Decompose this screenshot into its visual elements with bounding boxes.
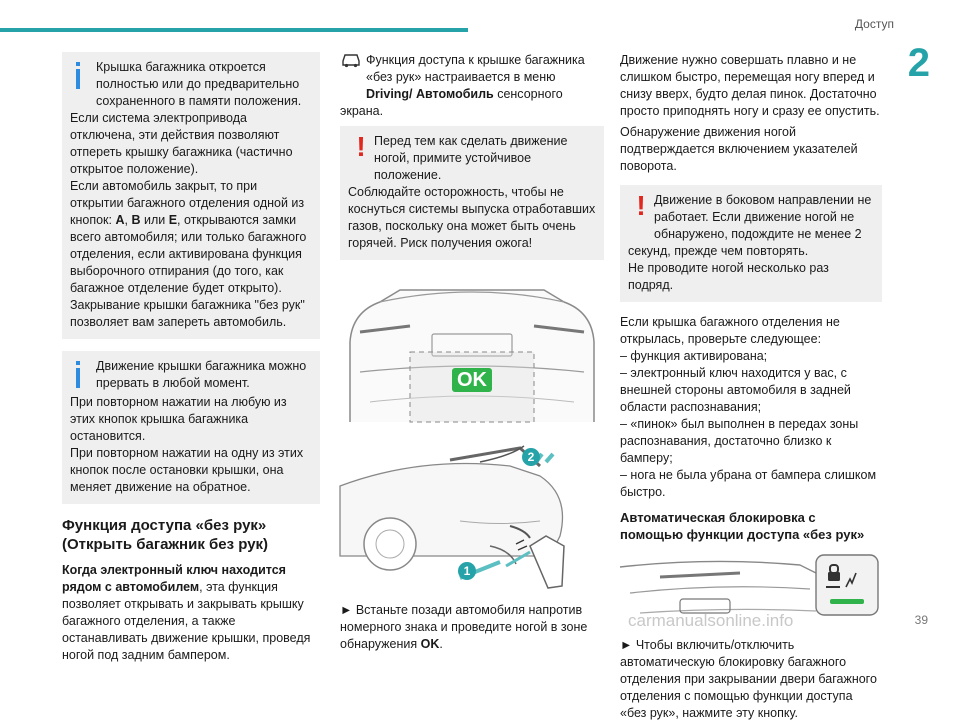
info2-first: Движение крышки багажника можно прервать в любой момент.: [96, 359, 307, 390]
info-box-2: [62, 351, 320, 504]
settings-note: Функция доступа к крышке багажника «без рук» настраивается в меню Driving/ Автомобиль сенсорного экрана.: [340, 53, 585, 118]
warning-icon: !: [356, 131, 366, 162]
callout-1: 1: [458, 562, 476, 580]
chapter-number: 2: [907, 41, 930, 85]
warning-icon: !: [636, 190, 646, 221]
detection-para: Обнаружение движения ногой подтверждается включением указателей поворота.: [620, 125, 858, 173]
info1-first: Крышка багажника откроется полностью или до предварительно сохраненного в памяти положения.: [96, 60, 302, 108]
check-list-item: – функция активирована;: [620, 349, 768, 363]
motion-para: Движение нужно совершать плавно и не слишком быстро, перемещая ногу вперед и снизу вверх, будто делая пинок. Достаточно просто приподнять ногу и сразу ее опустить.: [620, 53, 880, 118]
autolock-heading: Автоматическая блокировка с помощью функции доступа «без рук»: [620, 510, 865, 542]
autolock-instruction: ► Чтобы включить/отключить автоматическую блокировку багажного отделения при закрывании двери багажного отделения с помощью функции доступа «без рук», нажмите эту кнопку.: [620, 638, 877, 720]
watermark: carmanualsonline.info: [628, 611, 794, 630]
check-list-item: – «пинок» был выполнен в передах зоны распознавания, достаточно близко к бамперу;: [620, 417, 859, 465]
handsfree-intro: Когда электронный ключ находится рядом с автомобилем, эта функция позволяет открывать и закрывать крышку багажного отделения, а также останавливать движение крышки, проведя ногой под задним бампером.: [62, 563, 311, 662]
column-middle: [340, 52, 604, 653]
warn-rest: Соблюдайте осторожность, чтобы не коснуться системы выпуска отработавших газов, поскольку она может быть очень горячей. Риск получения ожога!: [348, 185, 596, 250]
handsfree-heading: Функция доступа «без рук» (Открыть багажник без рук): [62, 517, 269, 553]
callout-2: 2: [522, 448, 540, 466]
warn2-rest: Не проводите ногой несколько раз подряд.: [628, 261, 829, 292]
check-list: [620, 348, 882, 501]
ok-badge: OK: [452, 368, 492, 392]
warn2-first: Движение в боковом направлении не работает. Если движение ногой не обнаружено, подождите не менее 2 секунд, прежде чем повторять.: [628, 193, 872, 258]
car-icon: [340, 52, 366, 88]
warning-box: [340, 126, 604, 260]
page-number: 39: [914, 613, 928, 627]
warning-box-2: [620, 185, 882, 302]
check-list-item: – электронный ключ находится у вас, с внешней стороны автомобиля в задней области распознавания;: [620, 366, 851, 414]
warn-first: Перед тем как сделать движение ногой, примите устойчивое положение.: [374, 134, 568, 182]
column-left: [62, 52, 320, 664]
kick-gesture-illustration: [340, 426, 604, 596]
info-icon: [70, 358, 96, 394]
stand-behind-instruction: ► Встаньте позади автомобиля напротив номерного знака и проведите ногой в зоне обнаружения OK.: [340, 603, 588, 651]
info-icon: [70, 59, 96, 95]
info2-p2: При повторном нажатии на любую из этих кнопок крышка багажника остановится.: [70, 395, 287, 443]
header-accent-bar: [0, 28, 468, 32]
car-rear-ok-illustration: [340, 272, 604, 422]
info1-p2: Если система электропривода отключена, эти действия позволяют отпереть крышку багажника (частично открытое положение).: [70, 111, 293, 176]
info-box-1: [62, 52, 320, 339]
check-intro: Если крышка багажного отделения не открылась, проверьте следующее:: [620, 315, 840, 346]
info2-p3: При повторном нажатии на одну из этих кнопок после остановки крышки, она меняет движение на обратное.: [70, 446, 304, 494]
info1-p4: Закрывание крышки багажника "без рук" позволяет вам запереть автомобиль.: [70, 298, 305, 329]
check-list-item: – нога не была убрана от бампера слишком быстро.: [620, 468, 877, 499]
section-title: Доступ: [854, 17, 894, 31]
info1-p3: Если автомобиль закрыт, то при открытии багажного отделения одной из кнопок: A, B или E, открываются замки всего автомобиля; или только багажного отделения, если активирована функция выборочного отпирания (до того, как багажное отделение будет открыто).: [70, 179, 307, 295]
